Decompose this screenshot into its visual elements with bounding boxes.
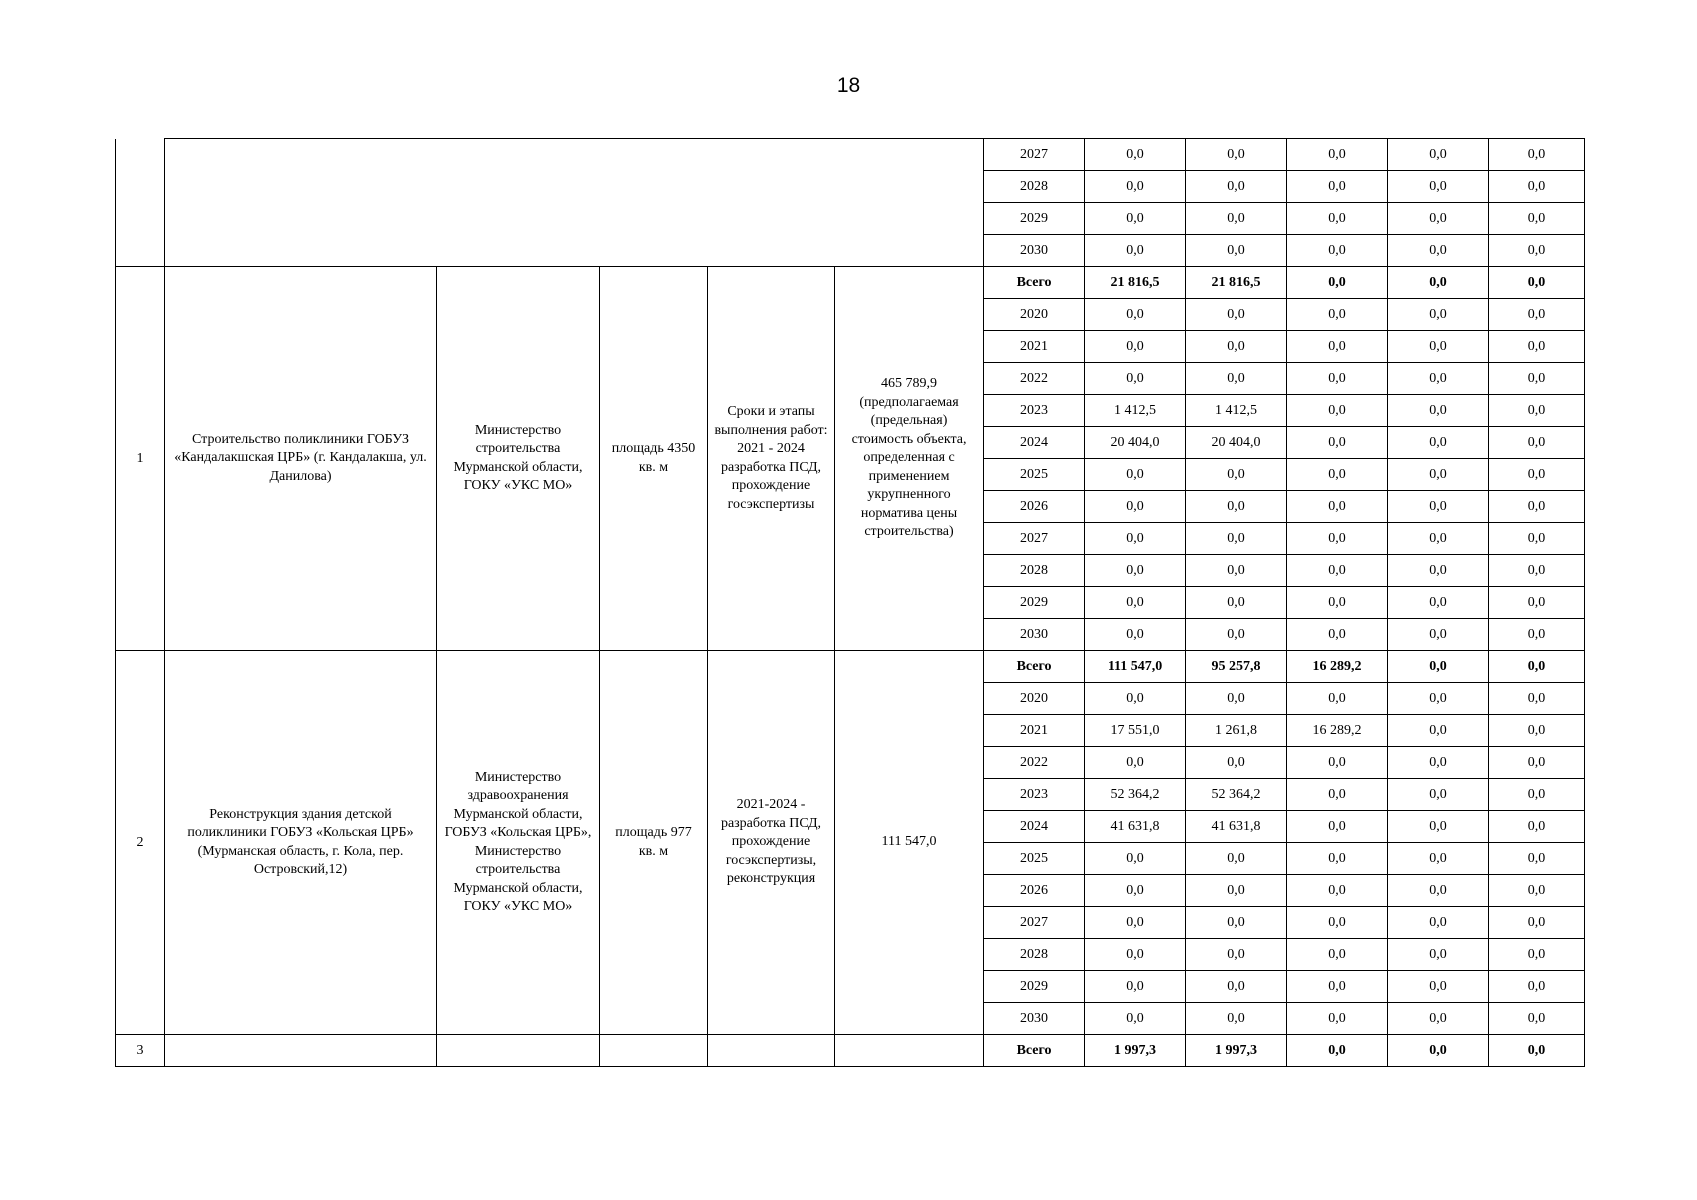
value-cell: 0,0 xyxy=(1388,363,1489,395)
responsible-cell: Министерство здравоохранения Мурманской области, ГОБУЗ «Кольская ЦРБ», Министерство строительства Мурманской области, ГОКУ «УКС МО» xyxy=(437,651,600,1035)
year-cell: 2030 xyxy=(984,1003,1085,1035)
value-cell: 0,0 xyxy=(1489,587,1585,619)
value-cell: 0,0 xyxy=(1489,939,1585,971)
value-cell: 0,0 xyxy=(1287,843,1388,875)
value-cell: 0,0 xyxy=(1388,331,1489,363)
value-cell: 0,0 xyxy=(1287,907,1388,939)
object-number-cell: 3 xyxy=(116,1035,165,1067)
value-cell: 21 816,5 xyxy=(1186,267,1287,299)
value-cell: 0,0 xyxy=(1186,555,1287,587)
table-row-total xyxy=(116,651,1585,683)
capacity-cell: площадь 977 кв. м xyxy=(600,651,708,1035)
continuation-num-cell xyxy=(116,139,165,267)
continuation-merged-cell xyxy=(165,139,984,267)
value-cell: 0,0 xyxy=(1287,203,1388,235)
object-name-cell xyxy=(165,1035,437,1067)
value-cell: 0,0 xyxy=(1186,907,1287,939)
value-cell: 0,0 xyxy=(1388,875,1489,907)
value-cell: 0,0 xyxy=(1186,459,1287,491)
value-cell: 0,0 xyxy=(1287,747,1388,779)
value-cell: 0,0 xyxy=(1186,1003,1287,1035)
value-cell: 0,0 xyxy=(1085,555,1186,587)
value-cell: 0,0 xyxy=(1287,491,1388,523)
value-cell: 0,0 xyxy=(1489,235,1585,267)
value-cell: 17 551,0 xyxy=(1085,715,1186,747)
value-cell: 0,0 xyxy=(1388,1003,1489,1035)
year-cell: 2025 xyxy=(984,843,1085,875)
value-cell: 16 289,2 xyxy=(1287,715,1388,747)
year-cell: Всего xyxy=(984,267,1085,299)
cost-cell xyxy=(835,1035,984,1067)
value-cell: 0,0 xyxy=(1186,939,1287,971)
value-cell: 0,0 xyxy=(1489,299,1585,331)
value-cell: 0,0 xyxy=(1489,331,1585,363)
value-cell: 0,0 xyxy=(1287,971,1388,1003)
capacity-cell xyxy=(600,1035,708,1067)
value-cell: 0,0 xyxy=(1489,651,1585,683)
value-cell: 0,0 xyxy=(1388,715,1489,747)
year-cell: 2026 xyxy=(984,875,1085,907)
value-cell: 0,0 xyxy=(1489,523,1585,555)
value-cell: 0,0 xyxy=(1489,267,1585,299)
value-cell: 0,0 xyxy=(1489,907,1585,939)
value-cell: 0,0 xyxy=(1287,459,1388,491)
object-number-cell: 2 xyxy=(116,651,165,1035)
value-cell: 0,0 xyxy=(1287,779,1388,811)
value-cell: 0,0 xyxy=(1489,363,1585,395)
value-cell: 0,0 xyxy=(1186,331,1287,363)
object-number-cell: 1 xyxy=(116,267,165,651)
value-cell: 0,0 xyxy=(1388,203,1489,235)
value-cell: 0,0 xyxy=(1186,843,1287,875)
table-row-total xyxy=(116,1035,1585,1067)
value-cell: 0,0 xyxy=(1085,459,1186,491)
value-cell: 0,0 xyxy=(1085,171,1186,203)
value-cell: 0,0 xyxy=(1388,555,1489,587)
value-cell: 0,0 xyxy=(1186,491,1287,523)
value-cell: 0,0 xyxy=(1085,363,1186,395)
value-cell: 0,0 xyxy=(1489,395,1585,427)
value-cell: 0,0 xyxy=(1388,299,1489,331)
value-cell: 0,0 xyxy=(1388,683,1489,715)
year-cell: 2027 xyxy=(984,907,1085,939)
year-cell: 2029 xyxy=(984,203,1085,235)
value-cell: 52 364,2 xyxy=(1085,779,1186,811)
value-cell: 20 404,0 xyxy=(1085,427,1186,459)
cost-cell: 465 789,9 (предполагаемая (предельная) стоимость объекта, определенная с применением укрупненного норматива цены строительства) xyxy=(835,267,984,651)
value-cell: 0,0 xyxy=(1388,459,1489,491)
value-cell: 0,0 xyxy=(1186,587,1287,619)
stages-cell xyxy=(708,1035,835,1067)
value-cell: 0,0 xyxy=(1489,779,1585,811)
value-cell: 0,0 xyxy=(1085,1003,1186,1035)
year-cell: 2020 xyxy=(984,299,1085,331)
value-cell: 0,0 xyxy=(1489,427,1585,459)
year-cell: 2029 xyxy=(984,971,1085,1003)
year-cell: 2026 xyxy=(984,491,1085,523)
value-cell: 0,0 xyxy=(1489,1003,1585,1035)
year-cell: 2029 xyxy=(984,587,1085,619)
value-cell: 0,0 xyxy=(1388,619,1489,651)
value-cell: 0,0 xyxy=(1287,299,1388,331)
year-cell: 2021 xyxy=(984,715,1085,747)
value-cell: 16 289,2 xyxy=(1287,651,1388,683)
stages-cell: 2021-2024 - разработка ПСД, прохождение госэкспертизы, реконструкция xyxy=(708,651,835,1035)
value-cell: 0,0 xyxy=(1489,555,1585,587)
value-cell: 0,0 xyxy=(1388,907,1489,939)
value-cell: 0,0 xyxy=(1186,203,1287,235)
year-cell: 2025 xyxy=(984,459,1085,491)
value-cell: 0,0 xyxy=(1388,427,1489,459)
value-cell: 0,0 xyxy=(1085,939,1186,971)
table-row-total xyxy=(116,267,1585,299)
value-cell: 0,0 xyxy=(1287,587,1388,619)
value-cell: 41 631,8 xyxy=(1186,811,1287,843)
year-cell: Всего xyxy=(984,1035,1085,1067)
value-cell: 0,0 xyxy=(1085,139,1186,171)
value-cell: 0,0 xyxy=(1287,939,1388,971)
value-cell: 52 364,2 xyxy=(1186,779,1287,811)
value-cell: 0,0 xyxy=(1287,267,1388,299)
value-cell: 0,0 xyxy=(1085,875,1186,907)
object-name-cell: Реконструкция здания детской поликлиники ГОБУЗ «Кольская ЦРБ» (Мурманская область, г. Кола, пер. Островский,12) xyxy=(165,651,437,1035)
value-cell: 0,0 xyxy=(1085,523,1186,555)
value-cell: 0,0 xyxy=(1388,523,1489,555)
value-cell: 0,0 xyxy=(1287,331,1388,363)
value-cell: 0,0 xyxy=(1489,459,1585,491)
value-cell: 0,0 xyxy=(1186,235,1287,267)
value-cell: 41 631,8 xyxy=(1085,811,1186,843)
value-cell: 0,0 xyxy=(1287,811,1388,843)
value-cell: 0,0 xyxy=(1388,779,1489,811)
responsible-cell: Министерство строительства Мурманской области, ГОКУ «УКС МО» xyxy=(437,267,600,651)
value-cell: 0,0 xyxy=(1186,683,1287,715)
year-cell: 2028 xyxy=(984,555,1085,587)
value-cell: 0,0 xyxy=(1186,171,1287,203)
year-cell: 2024 xyxy=(984,427,1085,459)
value-cell: 0,0 xyxy=(1287,619,1388,651)
year-cell: 2023 xyxy=(984,395,1085,427)
value-cell: 0,0 xyxy=(1388,939,1489,971)
year-cell: 2030 xyxy=(984,235,1085,267)
value-cell: 21 816,5 xyxy=(1085,267,1186,299)
value-cell: 0,0 xyxy=(1287,427,1388,459)
value-cell: 0,0 xyxy=(1489,491,1585,523)
cost-cell: 111 547,0 xyxy=(835,651,984,1035)
page-number: 18 xyxy=(836,74,861,97)
value-cell: 0,0 xyxy=(1489,683,1585,715)
value-cell: 1 412,5 xyxy=(1085,395,1186,427)
value-cell: 0,0 xyxy=(1085,843,1186,875)
value-cell: 1 412,5 xyxy=(1186,395,1287,427)
year-cell: 2020 xyxy=(984,683,1085,715)
value-cell: 0,0 xyxy=(1388,491,1489,523)
value-cell: 0,0 xyxy=(1388,811,1489,843)
value-cell: 1 261,8 xyxy=(1186,715,1287,747)
financing-table xyxy=(115,138,1585,1067)
value-cell: 0,0 xyxy=(1186,363,1287,395)
object-name-cell: Строительство поликлиники ГОБУЗ «Кандалакшская ЦРБ» (г. Кандалакша, ул. Данилова) xyxy=(165,267,437,651)
value-cell: 0,0 xyxy=(1388,747,1489,779)
year-cell: 2021 xyxy=(984,331,1085,363)
value-cell: 0,0 xyxy=(1388,139,1489,171)
value-cell: 0,0 xyxy=(1085,907,1186,939)
value-cell: 0,0 xyxy=(1085,587,1186,619)
value-cell: 0,0 xyxy=(1388,843,1489,875)
responsible-cell xyxy=(437,1035,600,1067)
value-cell: 0,0 xyxy=(1186,523,1287,555)
value-cell: 0,0 xyxy=(1388,267,1489,299)
value-cell: 0,0 xyxy=(1085,203,1186,235)
value-cell: 0,0 xyxy=(1388,971,1489,1003)
value-cell: 0,0 xyxy=(1287,171,1388,203)
value-cell: 0,0 xyxy=(1085,491,1186,523)
year-cell: 2022 xyxy=(984,363,1085,395)
value-cell: 0,0 xyxy=(1489,139,1585,171)
value-cell: 0,0 xyxy=(1489,811,1585,843)
table-row xyxy=(116,139,1585,171)
value-cell: 0,0 xyxy=(1489,619,1585,651)
value-cell: 0,0 xyxy=(1489,843,1585,875)
value-cell: 0,0 xyxy=(1489,747,1585,779)
value-cell: 0,0 xyxy=(1186,747,1287,779)
value-cell: 0,0 xyxy=(1489,971,1585,1003)
value-cell: 0,0 xyxy=(1287,235,1388,267)
value-cell: 0,0 xyxy=(1287,395,1388,427)
value-cell: 0,0 xyxy=(1489,875,1585,907)
year-cell: 2027 xyxy=(984,523,1085,555)
value-cell: 0,0 xyxy=(1186,875,1287,907)
value-cell: 0,0 xyxy=(1287,523,1388,555)
value-cell: 0,0 xyxy=(1186,619,1287,651)
stages-cell: Сроки и этапы выполнения работ: 2021 - 2024 разработка ПСД, прохождение госэкспертизы xyxy=(708,267,835,651)
value-cell: 0,0 xyxy=(1388,235,1489,267)
value-cell: 0,0 xyxy=(1287,555,1388,587)
value-cell: 0,0 xyxy=(1085,971,1186,1003)
value-cell: 0,0 xyxy=(1388,395,1489,427)
value-cell: 0,0 xyxy=(1186,139,1287,171)
year-cell: 2028 xyxy=(984,939,1085,971)
value-cell: 0,0 xyxy=(1085,331,1186,363)
year-cell: 2023 xyxy=(984,779,1085,811)
year-cell: 2030 xyxy=(984,619,1085,651)
value-cell: 95 257,8 xyxy=(1186,651,1287,683)
value-cell: 0,0 xyxy=(1489,715,1585,747)
value-cell: 1 997,3 xyxy=(1085,1035,1186,1067)
year-cell: 2022 xyxy=(984,747,1085,779)
value-cell: 0,0 xyxy=(1287,1035,1388,1067)
value-cell: 0,0 xyxy=(1489,171,1585,203)
value-cell: 0,0 xyxy=(1186,299,1287,331)
value-cell: 0,0 xyxy=(1186,971,1287,1003)
value-cell: 0,0 xyxy=(1085,235,1186,267)
value-cell: 0,0 xyxy=(1388,171,1489,203)
capacity-cell: площадь 4350 кв. м xyxy=(600,267,708,651)
value-cell: 0,0 xyxy=(1489,1035,1585,1067)
value-cell: 0,0 xyxy=(1287,363,1388,395)
value-cell: 0,0 xyxy=(1085,619,1186,651)
value-cell: 0,0 xyxy=(1287,875,1388,907)
value-cell: 0,0 xyxy=(1085,683,1186,715)
value-cell: 111 547,0 xyxy=(1085,651,1186,683)
value-cell: 0,0 xyxy=(1388,587,1489,619)
year-cell: 2027 xyxy=(984,139,1085,171)
value-cell: 20 404,0 xyxy=(1186,427,1287,459)
value-cell: 0,0 xyxy=(1388,1035,1489,1067)
value-cell: 0,0 xyxy=(1085,747,1186,779)
year-cell: 2024 xyxy=(984,811,1085,843)
value-cell: 0,0 xyxy=(1287,1003,1388,1035)
value-cell: 0,0 xyxy=(1287,139,1388,171)
value-cell: 0,0 xyxy=(1489,203,1585,235)
year-cell: 2028 xyxy=(984,171,1085,203)
value-cell: 0,0 xyxy=(1287,683,1388,715)
year-cell: Всего xyxy=(984,651,1085,683)
value-cell: 1 997,3 xyxy=(1186,1035,1287,1067)
value-cell: 0,0 xyxy=(1085,299,1186,331)
value-cell: 0,0 xyxy=(1388,651,1489,683)
